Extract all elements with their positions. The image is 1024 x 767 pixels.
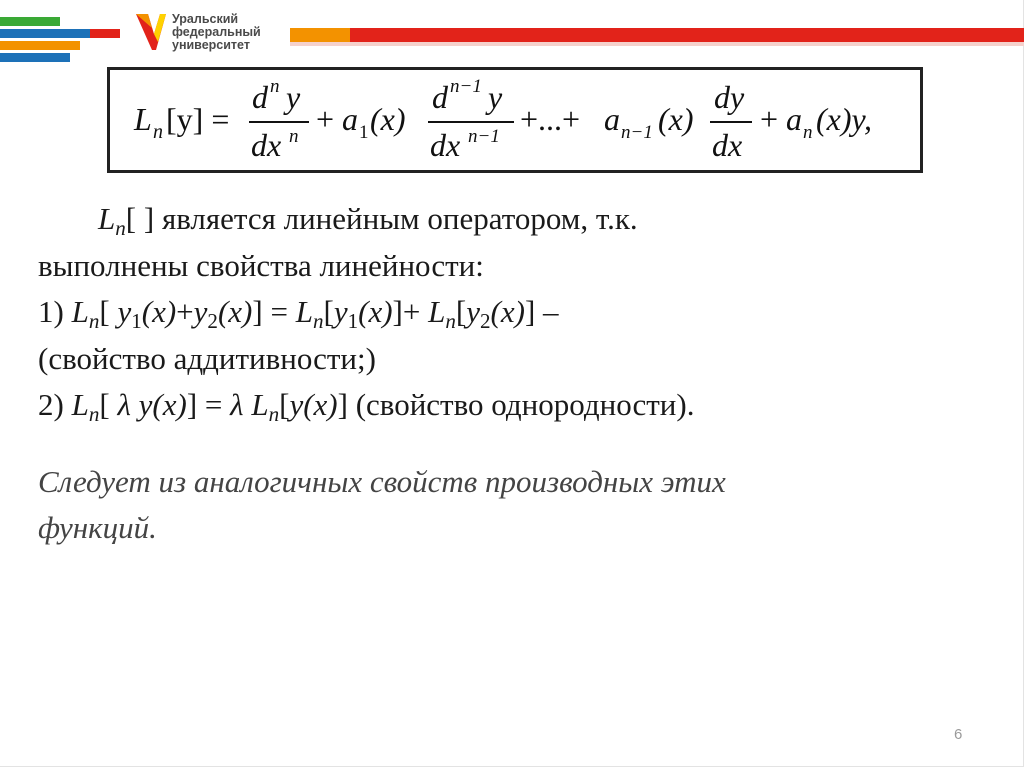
formula-ellipsis: +...+	[520, 101, 581, 137]
math-sub-2: 2	[207, 308, 218, 333]
property-number: 1)	[38, 294, 72, 329]
frac2-num-d: d	[432, 79, 448, 115]
math-y: y	[466, 294, 480, 329]
frac3-num: dy	[714, 79, 745, 115]
formula-box	[107, 67, 923, 173]
stripe-blue	[0, 29, 90, 38]
math-sub-n: n	[88, 401, 100, 426]
math-y: y	[193, 294, 208, 329]
frac2-den-sup: n−1	[468, 126, 500, 147]
frac1-den: dx	[251, 127, 282, 163]
formula-an-sub: n	[803, 122, 813, 143]
stripe-blue-bottom	[0, 53, 70, 62]
math-bracket: [	[279, 387, 290, 422]
formula-plus: +	[316, 101, 335, 137]
math-lambda: λ	[230, 387, 244, 422]
header-right-stripes	[290, 18, 1024, 58]
math-sub-2: 2	[479, 308, 491, 333]
math-sub-n: n	[268, 401, 280, 426]
page-number: 6	[954, 726, 963, 743]
math-L: L	[295, 294, 313, 329]
math-y: y	[289, 387, 304, 422]
formula-lhs: L	[134, 101, 152, 137]
math-L: L	[428, 294, 446, 329]
math-x: (x)	[490, 294, 525, 329]
math-y: y	[117, 294, 132, 329]
university-name-line: университет	[172, 38, 250, 52]
math-L: L	[251, 387, 269, 422]
frac1-num-y: y	[286, 79, 301, 115]
math-L: L	[71, 294, 89, 329]
math-L: L	[71, 387, 89, 422]
frac2-den: dx	[430, 127, 461, 163]
math-bracket: ]	[524, 294, 536, 329]
math-sub-n: n	[312, 308, 324, 333]
stripe-orange	[0, 41, 80, 50]
math-x: (x)	[141, 294, 177, 329]
university-name	[172, 13, 261, 52]
university-name-line: федеральный	[172, 25, 261, 39]
math-x: (x)	[152, 387, 187, 422]
formula-of-x: (x)	[658, 101, 694, 137]
math-equals: ] =	[252, 294, 296, 329]
formula-an1-sub: n−1	[621, 122, 653, 143]
property-homogeneity	[38, 382, 998, 429]
formula-a: a	[604, 101, 620, 137]
university-name-line: Уральский	[172, 12, 239, 26]
frac3-den: dx	[712, 127, 743, 163]
formula-plus: +	[760, 101, 779, 137]
math-plus: +	[176, 294, 194, 329]
italic-note-line-1: Следует из аналогичных свойств производных этих	[38, 463, 726, 499]
formula-bracket-y: [y] =	[166, 101, 230, 137]
frac1-num-d: d	[252, 79, 268, 115]
math-plus: +	[402, 294, 429, 329]
property-number: 2)	[38, 387, 72, 422]
body-line-2: выполнены свойства линейности:	[38, 247, 484, 283]
math-bracket: ]	[337, 387, 348, 422]
math-dash: –	[535, 294, 559, 329]
frac2-num-y: y	[488, 79, 503, 115]
math-sub-1: 1	[131, 308, 142, 333]
math-lambda: λ	[117, 387, 131, 422]
header-banner	[0, 0, 1024, 70]
math-bracket: [	[99, 387, 118, 422]
math-x: (x)	[358, 294, 393, 329]
math-y: y	[333, 294, 348, 329]
formula-tail: (x)y,	[816, 101, 872, 137]
formula-lhs-sub: n	[153, 121, 163, 143]
frac1-num-sup: n	[270, 76, 280, 97]
math-sub-n: n	[88, 308, 100, 333]
frac2-num-sup: n−1	[450, 76, 482, 97]
property-additivity	[38, 289, 998, 336]
body-line-4: (свойство аддитивности;)	[38, 340, 376, 376]
italic-note-line-2: функций.	[38, 510, 157, 545]
math-bracket: [	[323, 294, 334, 329]
operator-formula	[110, 70, 920, 170]
math-x: (x)	[303, 387, 338, 422]
formula-a1-sub: 1	[359, 122, 369, 143]
formula-a: a	[786, 101, 802, 137]
math-sub-n: n	[115, 215, 126, 240]
math-sub-1: 1	[347, 308, 359, 333]
math-y: y	[138, 387, 153, 422]
math-bracket: ]	[392, 294, 403, 329]
urfu-logo-icon	[134, 12, 168, 52]
body-line-1	[38, 196, 998, 243]
slide-body	[38, 196, 998, 552]
formula-a: a	[342, 101, 358, 137]
property-label: (свойство однородности).	[347, 387, 695, 422]
math-bracket: [	[99, 294, 118, 329]
stripe-green	[0, 17, 60, 26]
math-sub-n: n	[445, 308, 456, 333]
math-L: L	[98, 201, 116, 236]
math-equals: ] =	[186, 387, 231, 422]
formula-of-x: (x)	[370, 101, 406, 137]
body-text: [ ] является линейным оператором, т.к.	[125, 201, 638, 236]
math-x: (x)	[217, 294, 253, 329]
frac1-den-sup: n	[289, 126, 299, 147]
math-bracket: [	[455, 294, 467, 329]
